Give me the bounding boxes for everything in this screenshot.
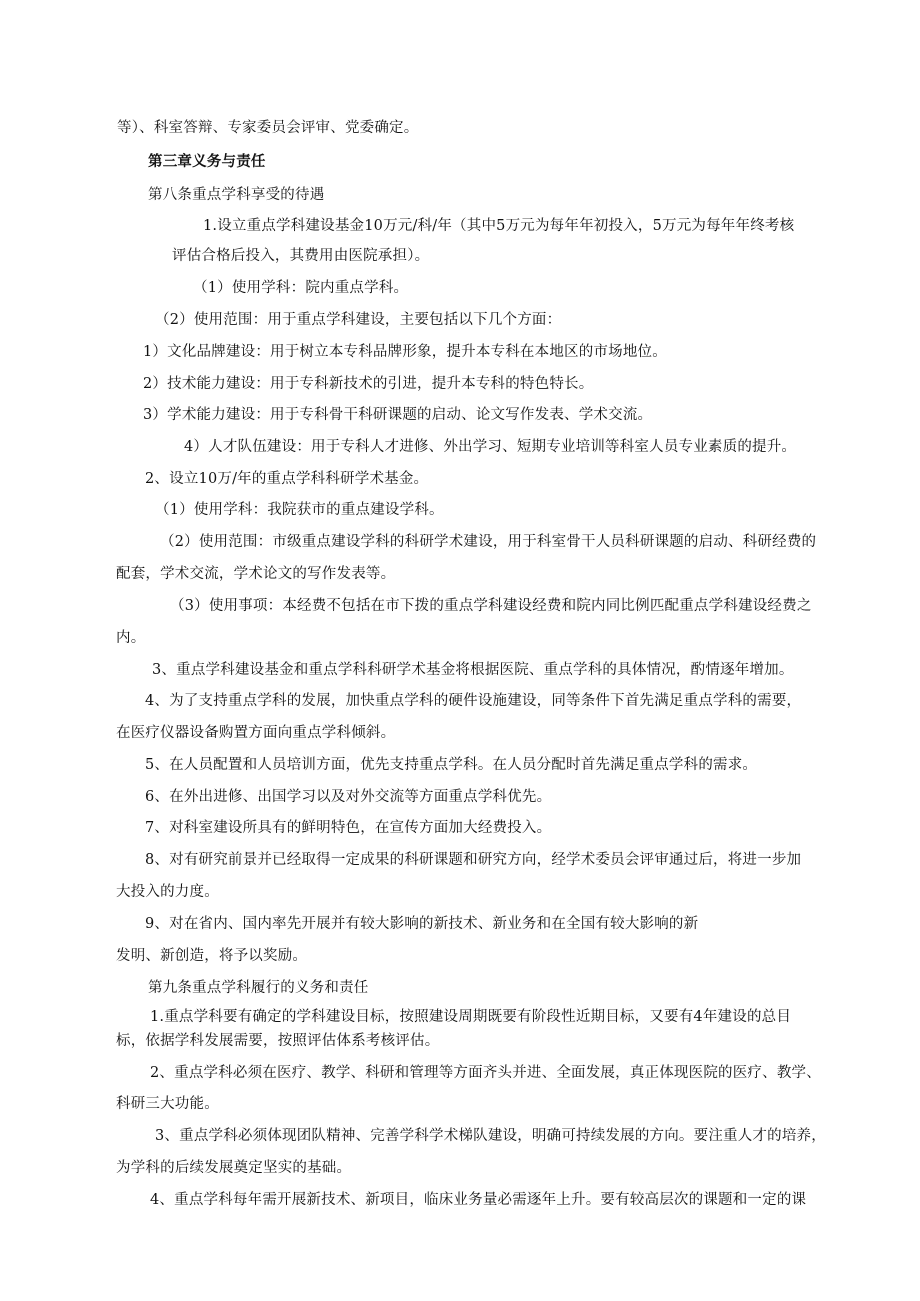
text-line: 发明、新创造，将予以奖励。 [116,948,308,964]
text-line: 4、为了支持重点学科的发展，加快重点学科的硬件设施建设，同等条件下首先满足重点学科的需要， [145,693,802,709]
text-line: 5、在人员配置和人员培训方面，优先支持重点学科。在人员分配时首先满足重点学科的需求。 [145,757,758,773]
text-line: 9、对在省内、国内率先开展并有较大影响的新技术、新业务和在全国有较大影响的新 [145,916,699,932]
article-heading: 第九条重点学科履行的义务和责任 [148,980,369,996]
text-line: 为学科的后续发展奠定坚实的基础。 [116,1160,352,1176]
text-line: 4）人才队伍建设：用于专科人才进修、外出学习、短期专业培训等科室人员专业素质的提升。 [184,439,797,455]
text-line: 大投入的力度。 [116,884,219,900]
text-line: 评估合格后投入，其费用由医院承担）。 [172,248,430,264]
text-line: 标，依据学科发展需要，按照评估体系考核评估。 [116,1033,440,1049]
text-line: 3、重点学科必须体现团队精神、完善学科学术梯队建设，明确可持续发展的方向。要注重人才的培养， [155,1128,826,1144]
text-line: 2、设立10万/年的重点学科科研学术基金。 [145,471,429,487]
text-line: 1）文化品牌建设：用于树立本专科品牌形象，提升本专科在本地区的市场地位。 [143,344,667,360]
text-line: 1.设立重点学科建设基金10万元/科/年（其中5万元为每年年初投入，5万元为每年年终考核 [203,218,795,234]
text-line: 2、重点学科必须在医疗、教学、科研和管理等方面齐头并进、全面发展，真正体现医院的医疗、教学、 [150,1065,821,1081]
text-line: （3）使用事项：本经费不包括在市下拨的重点学科建设经费和院内同比例匹配重点学科建设经费之 [170,598,812,614]
chapter-heading: 第三章义务与责任 [148,153,266,170]
text-line: （1）使用学科：我院获市的重点建设学科。 [155,502,444,518]
text-line: 8、对有研究前景并已经取得一定成果的科研课题和研究方向，经学术委员会评审通过后，将进一步加 [145,852,802,868]
text-line: 等）、科室答辩、专家委员会评审、党委确定。 [117,120,419,136]
text-line: 内。 [116,630,146,646]
text-line: 3、重点学科建设基金和重点学科科研学术基金将根据医院、重点学科的具体情况，酌情逐年增加。 [152,662,794,678]
text-line: 科研三大功能。 [116,1096,219,1112]
text-line: 2）技术能力建设：用于专科新技术的引进，提升本专科的特色特长。 [143,376,594,392]
text-line: （2）使用范围：用于重点学科建设，主要包括以下几个方面： [155,312,562,328]
article-heading: 第八条重点学科享受的待遇 [148,187,325,203]
text-line: 7、对科室建设所具有的鲜明特色，在宣传方面加大经费投入。 [145,820,552,836]
text-line: （2）使用范围：市级重点建设学科的科研学术建设，用于科室骨干人员科研课题的启动、科研经费的 [160,534,817,550]
text-line: 6、在外出进修、出国学习以及对外交流等方面重点学科优先。 [145,789,552,805]
text-line: 1.重点学科要有确定的学科建设目标，按照建设周期既要有阶段性近期目标，又要有4年建设的总目 [150,1009,792,1025]
text-line: 在医疗仪器设备购置方面向重点学科倾斜。 [116,725,396,741]
text-line: 4、重点学科每年需开展新技术、新项目，临床业务量必需逐年上升。要有较高层次的课题和一定的课 [150,1192,807,1208]
text-line: （1）使用学科：院内重点学科。 [193,280,409,296]
text-line: 3）学术能力建设：用于专科骨干科研课题的启动、论文写作发表、学术交流。 [143,407,653,423]
text-line: 配套，学术交流，学术论文的写作发表等。 [116,566,396,582]
